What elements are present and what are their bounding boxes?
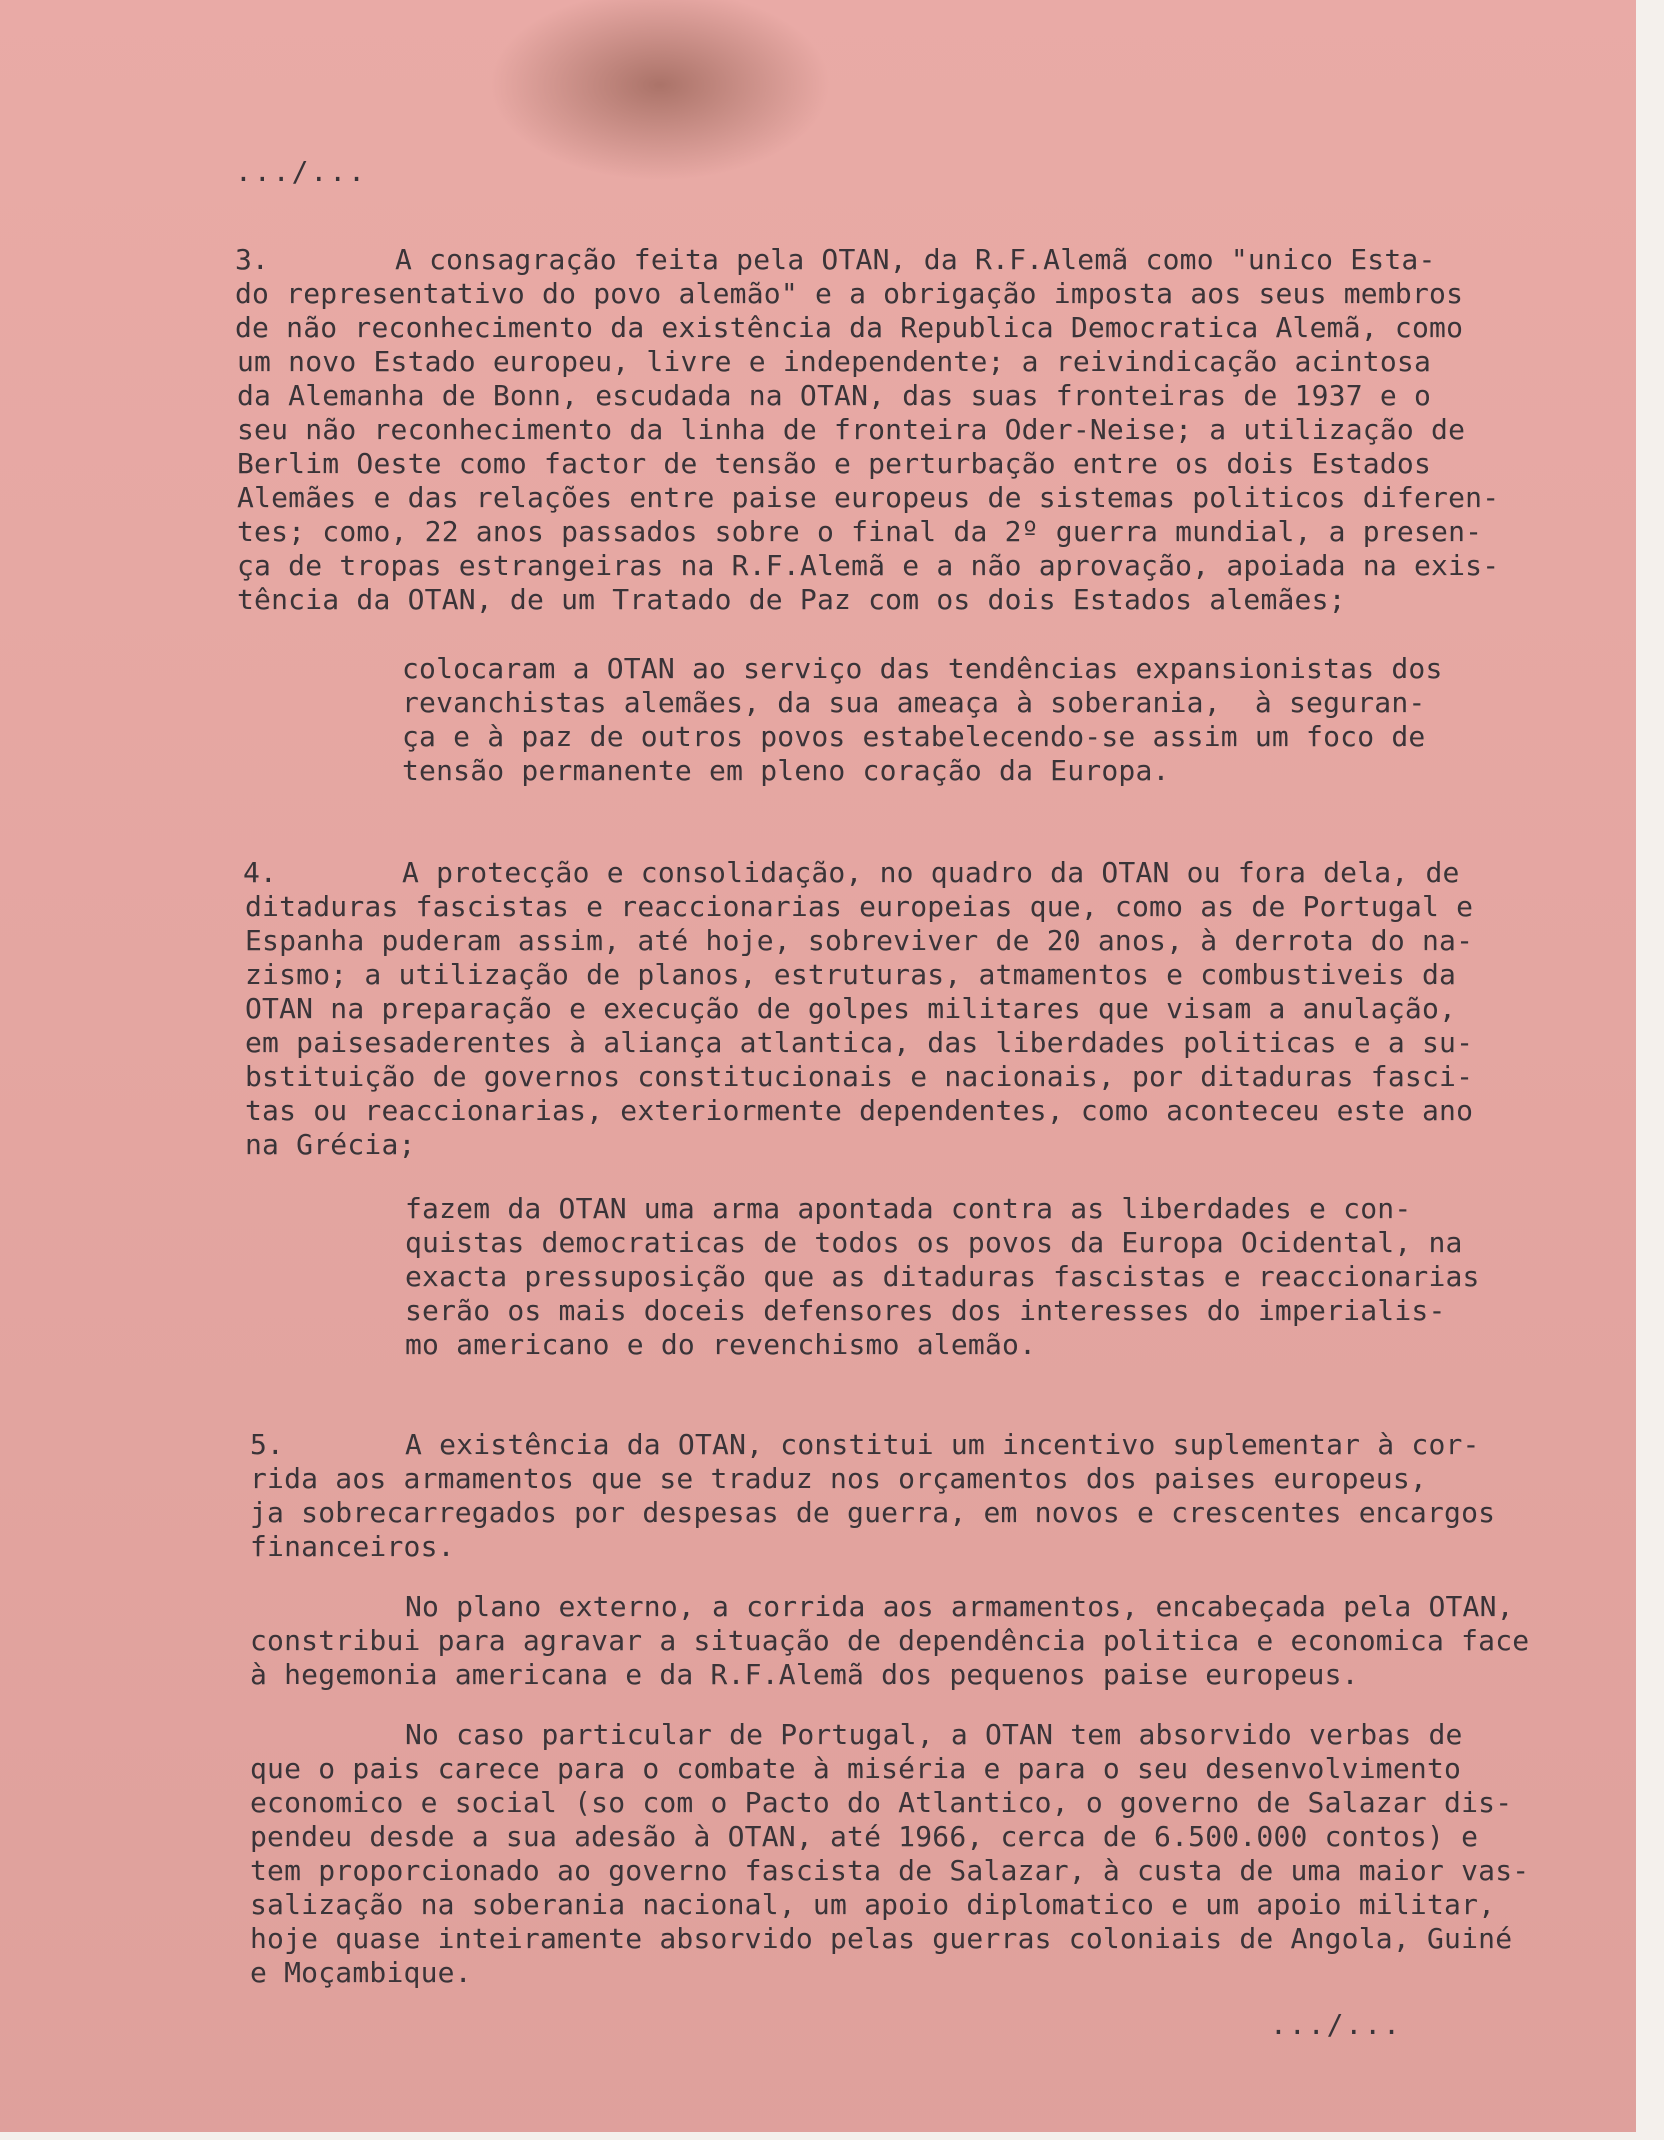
section-4-line: A protecção e consolidação, no quadro da OTAN ou fora dela, de (402, 856, 1460, 889)
paper-edge-bottom (0, 2132, 1664, 2140)
section-3-conclusion-line: colocaram a OTAN ao serviço das tendências expansionistas dos (402, 652, 1443, 685)
section-5-paragraph-2-line: No plano externo, a corrida aos armamentos, encabeçada pela OTAN, (405, 1590, 1514, 1623)
section-5-number: 5. (250, 1428, 284, 1461)
section-4-conclusion-line: mo americano e do revenchismo alemão. (405, 1328, 1037, 1361)
section-3-conclusion-line: tensão permanente em pleno coração da Europa. (402, 754, 1170, 787)
section-5-line: financeiros. (250, 1530, 455, 1563)
section-4-conclusion-line: fazem da OTAN uma arma apontada contra as liberdades e con- (405, 1192, 1412, 1225)
section-5-paragraph-3-line: hoje quase inteiramente absorvido pelas guerras coloniais de Angola, Guiné (250, 1922, 1513, 1955)
section-3-line: tência da OTAN, de um Tratado de Paz com os dois Estados alemães; (237, 583, 1346, 616)
section-5-paragraph-2-line: à hegemonia americana e da R.F.Alemã dos pequenos paise europeus. (250, 1658, 1359, 1691)
section-5-paragraph-3-line: No caso particular de Portugal, a OTAN tem absorvido verbas de (405, 1718, 1463, 1751)
section-4-line: na Grécia; (245, 1128, 416, 1161)
section-3-line: do representativo do povo alemão" e a obrigação imposta aos seus membros (235, 277, 1464, 310)
section-5-line: ja sobrecarregados por despesas de guerra, em novos e crescentes encargos (250, 1496, 1496, 1529)
section-5-paragraph-2-line: constribui para agravar a situação de dependência politica e economica face (250, 1624, 1530, 1657)
section-4-line: OTAN na preparação e execução de golpes militares que visam a anulação, (245, 992, 1457, 1025)
section-4-line: tas ou reaccionarias, exteriormente dependentes, como aconteceu este ano (245, 1094, 1474, 1127)
section-5-paragraph-3-line: que o pais carece para o combate à miséria e para o seu desenvolvimento (250, 1752, 1462, 1785)
section-4-line: em paisesaderentes à aliança atlantica, das liberdades politicas e a su- (245, 1026, 1474, 1059)
section-4-conclusion-line: serão os mais doceis defensores dos interesses do imperialis- (405, 1294, 1446, 1327)
section-3-line: da Alemanha de Bonn, escudada na OTAN, das suas fronteiras de 1937 e o (237, 379, 1432, 412)
section-5-paragraph-3-line: tem proporcionado ao governo fascista de Salazar, à custa de uma maior vas- (250, 1854, 1530, 1887)
section-4-line: zismo; a utilização de planos, estruturas, atmamentos e combustiveis da (245, 958, 1457, 991)
section-5-paragraph-3-line: e Moçambique. (250, 1956, 472, 1989)
section-5-paragraph-3-line: pendeu desde a sua adesão à OTAN, até 1966, cerca de 6.500.000 contos) e (250, 1820, 1479, 1853)
section-3-line: ça de tropas estrangeiras na R.F.Alemã e a não aprovação, apoiada na exis- (237, 549, 1500, 582)
bottom-continuation-mark: .../... (1270, 2008, 1403, 2041)
section-4-line: ditaduras fascistas e reaccionarias europeias que, como as de Portugal e (245, 890, 1474, 923)
section-4-number: 4. (243, 856, 277, 889)
section-3-line: de não reconhecimento da existência da Republica Democratica Alemã, como (235, 311, 1464, 344)
section-3-line: tes; como, 22 anos passados sobre o final da 2º guerra mundial, a presen- (237, 515, 1483, 548)
section-3-conclusion-line: ça e à paz de outros povos estabelecendo-se assim um foco de (402, 720, 1426, 753)
section-3-line: Berlim Oeste como factor de tensão e perturbação entre os dois Estados (237, 447, 1432, 480)
section-5-paragraph-3-line: salização na soberania nacional, um apoio diplomatico e um apoio militar, (250, 1888, 1496, 1921)
section-5-line: A existência da OTAN, constitui um incentivo suplementar à cor- (405, 1428, 1480, 1461)
section-4-conclusion-line: quistas democraticas de todos os povos da Europa Ocidental, na (405, 1226, 1463, 1259)
paper-edge-right (1636, 0, 1664, 2140)
section-3-line: seu não reconhecimento da linha de fronteira Oder-Neise; a utilização de (237, 413, 1466, 446)
section-5-paragraph-3-line: economico e social (so com o Pacto do Atlantico, o governo de Salazar dis- (250, 1786, 1513, 1819)
section-3-line: um novo Estado europeu, livre e independente; a reivindicação acintosa (237, 345, 1432, 378)
section-5-line: rida aos armamentos que se traduz nos orçamentos dos paises europeus, (250, 1462, 1427, 1495)
section-4-line: bstituição de governos constitucionais e nacionais, por ditaduras fasci- (245, 1060, 1474, 1093)
section-3-line: Alemães e das relações entre paise europeus de sistemas politicos diferen- (237, 481, 1500, 514)
section-4-line: Espanha puderam assim, até hoje, sobreviver de 20 anos, à derrota do na- (245, 924, 1474, 957)
section-3-conclusion-line: revanchistas alemães, da sua ameaça à soberania, à seguran- (402, 686, 1426, 719)
section-3-line: A consagração feita pela OTAN, da R.F.Alemã como "unico Esta- (395, 243, 1436, 276)
section-4-conclusion-line: exacta pressuposição que as ditaduras fascistas e reaccionarias (405, 1260, 1480, 1293)
section-3-number: 3. (235, 243, 269, 276)
top-continuation-mark: .../... (235, 155, 368, 188)
